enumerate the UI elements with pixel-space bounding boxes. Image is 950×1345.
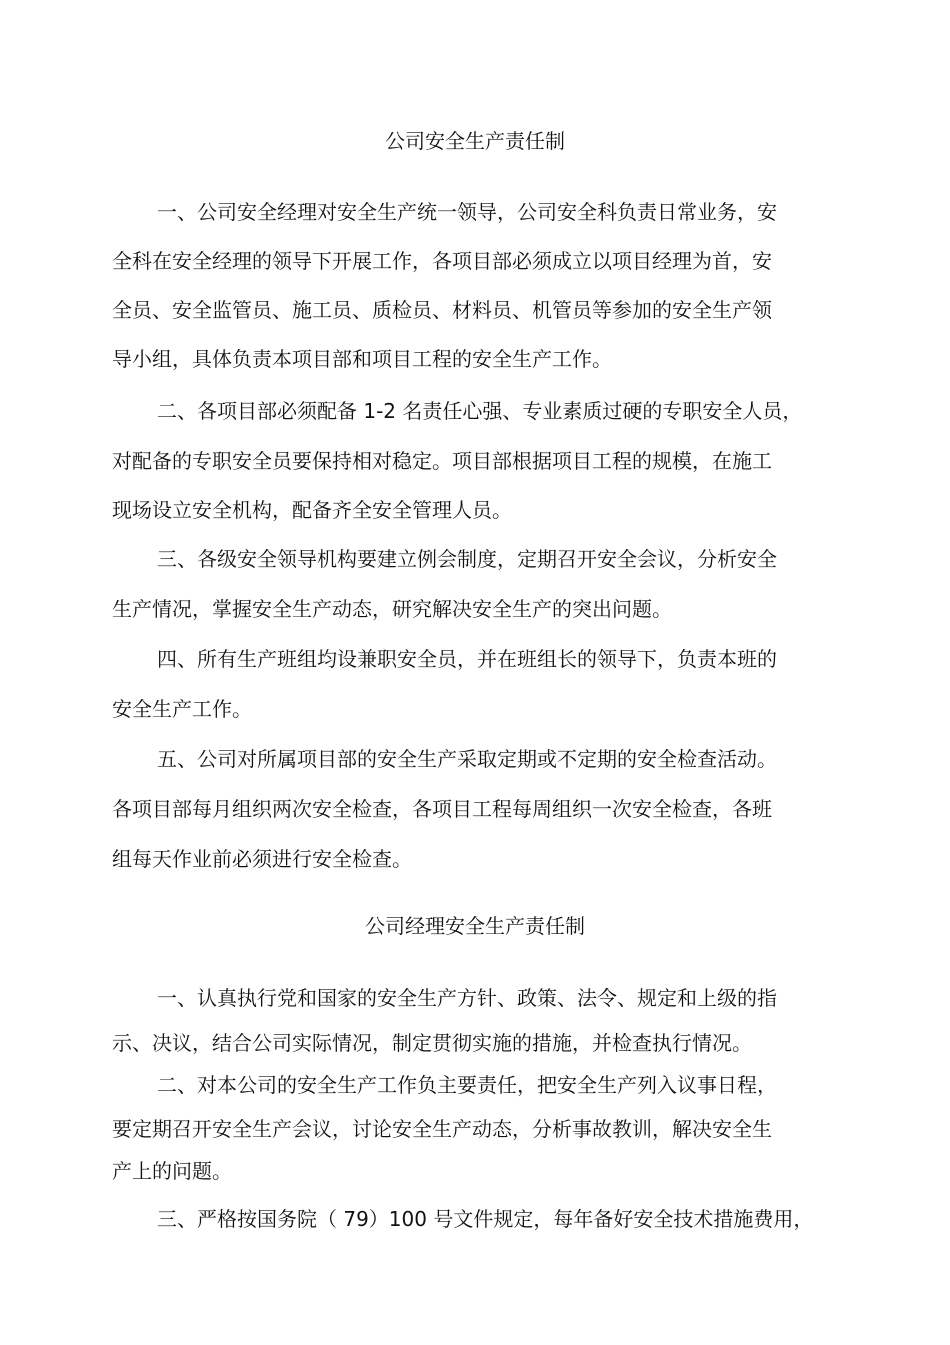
paragraph-line: 一、认真执行党和国家的安全生产方针、政策、法令、规定和上级的指: [157, 986, 777, 1010]
paragraph-line: 一、公司安全经理对安全生产统一领导，公司安全科负责日常业务，安: [157, 200, 777, 224]
paragraph-line: 现场设立安全机构，配备齐全安全管理人员。: [112, 498, 512, 522]
paragraph-line: 示、决议，结合公司实际情况，制定贯彻实施的措施，并检查执行情况。: [112, 1031, 752, 1055]
paragraph-line: 二、对本公司的安全生产工作负主要责任，把安全生产列入议事日程，: [157, 1073, 777, 1097]
paragraph-line: 全员、安全监管员、施工员、质检员、材料员、机管员等参加的安全生产领: [112, 298, 772, 322]
paragraph-line: 五、公司对所属项目部的安全生产采取定期或不定期的安全检查活动。: [157, 747, 777, 771]
paragraph-line: 三、各级安全领导机构要建立例会制度，定期召开安全会议，分析安全: [157, 547, 777, 571]
section2-title: 公司经理安全生产责任制: [365, 914, 585, 938]
paragraph-line: 二、各项目部必须配备 1-2 名责任心强、专业素质过硬的专职安全人员，: [157, 399, 803, 423]
paragraph-line: 产上的问题。: [112, 1159, 232, 1183]
paragraph-line: 安全生产工作。: [112, 697, 252, 721]
paragraph-line: 对配备的专职安全员要保持相对稳定。项目部根据项目工程的规模，在施工: [112, 449, 772, 473]
paragraph-line: 全科在安全经理的领导下开展工作，各项目部必须成立以项目经理为首，安: [112, 249, 772, 273]
paragraph-line: 组每天作业前必须进行安全检查。: [112, 847, 412, 871]
paragraph-line: 导小组，具体负责本项目部和项目工程的安全生产工作。: [112, 347, 612, 371]
paragraph-line: 四、所有生产班组均设兼职安全员，并在班组长的领导下，负责本班的: [157, 647, 777, 671]
paragraph-line: 生产情况，掌握安全生产动态，研究解决安全生产的突出问题。: [112, 597, 672, 621]
paragraph-line: 三、严格按国务院（ 79）100 号文件规定，每年备好安全技术措施费用，: [157, 1207, 814, 1231]
section1-title: 公司安全生产责任制: [385, 129, 565, 153]
paragraph-line: 要定期召开安全生产会议，讨论安全生产动态，分析事故教训，解决安全生: [112, 1117, 772, 1141]
paragraph-line: 各项目部每月组织两次安全检查，各项目工程每周组织一次安全检查，各班: [112, 797, 772, 821]
